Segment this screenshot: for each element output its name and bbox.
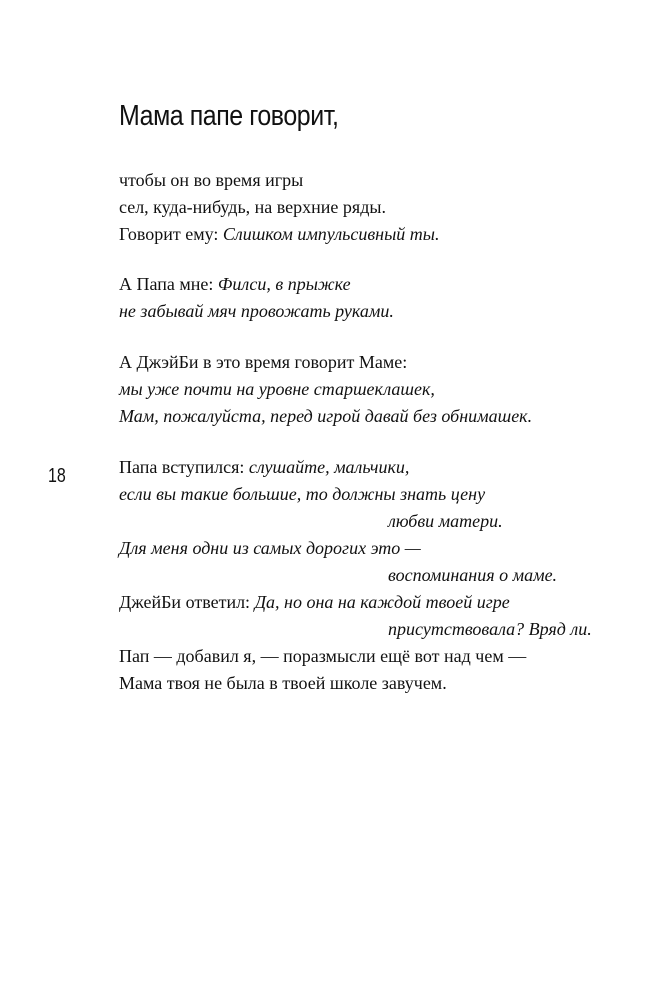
- poem-line: мы уже почти на уровне старшеклашек,: [119, 379, 435, 399]
- poem-line: А Папа мне: Филси, в прыжке: [119, 274, 351, 294]
- poem-line-indented: любви матери.: [388, 511, 503, 531]
- poem-line: ДжейБи ответил: Да, но она на каждой твоей игре: [119, 592, 510, 612]
- poem-line: А ДжэйБи в это время говорит Маме:: [119, 352, 408, 372]
- poem-line: сел, куда-нибудь, на верхние ряды.: [119, 197, 386, 217]
- poem-line-indented: присутствовала? Вряд ли.: [388, 619, 592, 639]
- poem-line: если вы такие большие, то должны знать цену: [119, 484, 486, 504]
- poem-line: Говорит ему: Слишком импульсивный ты.: [119, 224, 440, 244]
- poem-line: чтобы он во время игры: [119, 170, 304, 190]
- poem-line-indented: воспоминания о маме.: [388, 565, 558, 585]
- poem-line: не забывай мяч провожать руками.: [119, 301, 394, 321]
- page-title: Мама папе говорит,: [119, 100, 339, 132]
- poem-line: Мама твоя не была в твоей школе завучем.: [119, 673, 447, 693]
- poem-line: Мам, пожалуйста, перед игрой давай без обнимашек.: [119, 406, 533, 426]
- poem-line: Пап — добавил я, — поразмысли ещё вот над чем —: [119, 646, 527, 666]
- poem-line: Папа вступился: слушайте, мальчики,: [119, 457, 410, 477]
- poem-line: Для меня одни из самых дорогих это —: [119, 538, 421, 558]
- page-number: 18: [48, 465, 66, 487]
